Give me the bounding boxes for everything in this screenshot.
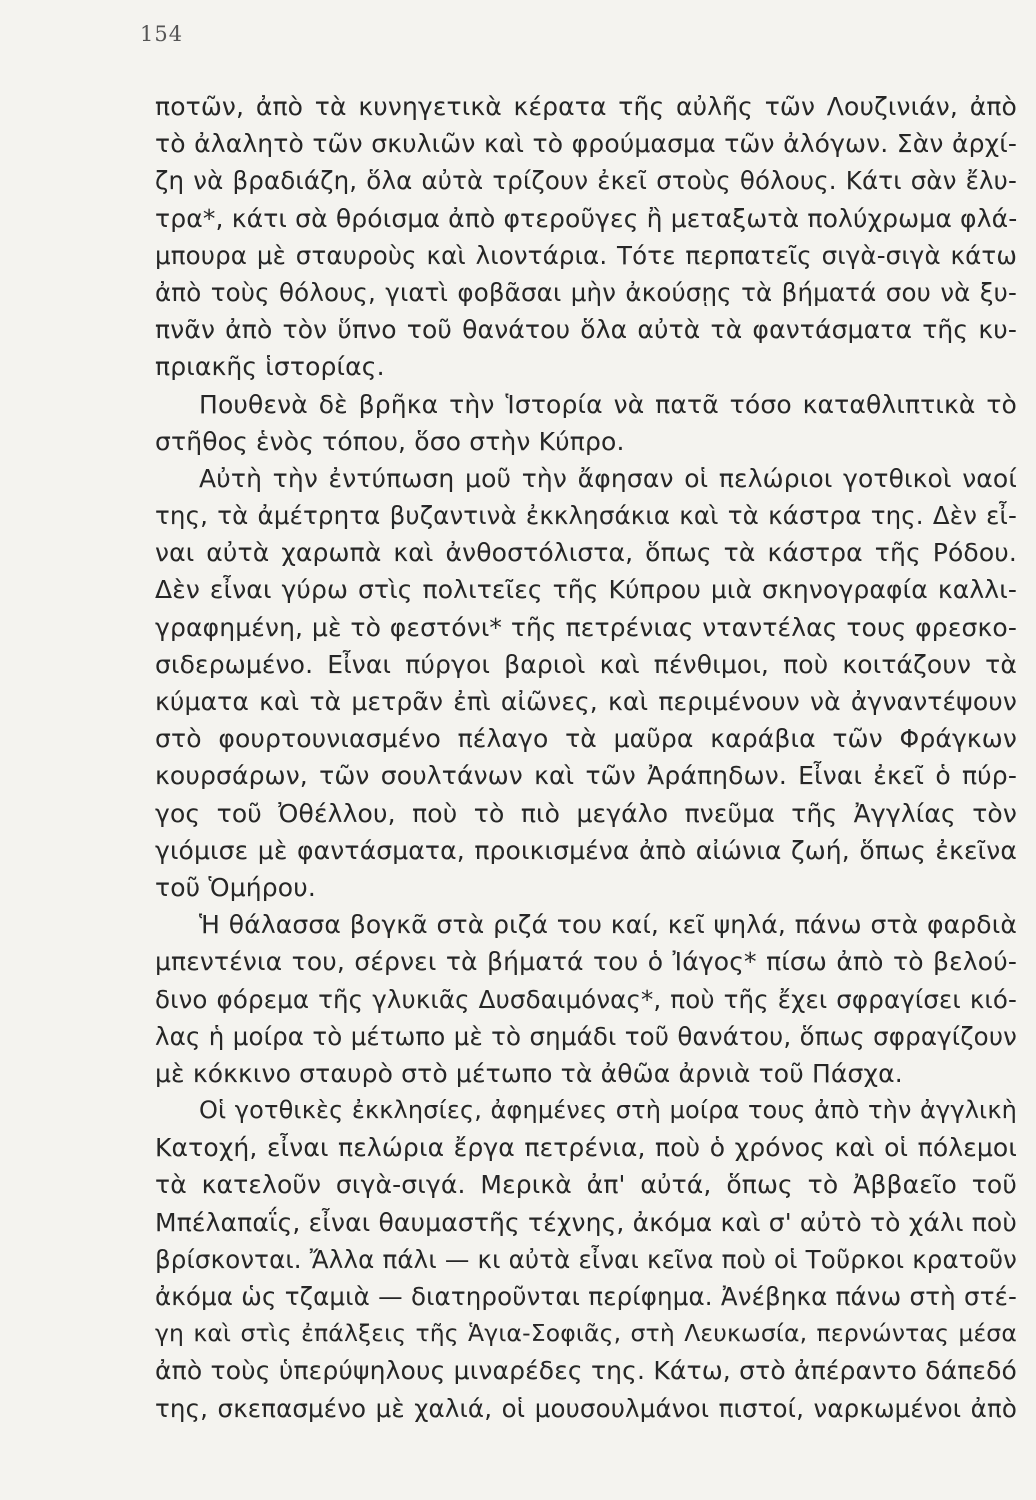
text-line: ποτῶν, ἀπὸ τὰ κυνηγετικὰ κέρατα τῆς αὐλῆς τῶν Λουζινιάν, ἀπὸ [155,92,1017,121]
text-line: μὲ κόκκινο σταυρὸ στὸ μέτωπο τὰ ἀθῶα ἀρνιὰ τοῦ Πάσχα. [155,1058,903,1088]
text-line: Οἱ γοτθικὲς ἐκκλησίες, ἀφημένες στὴ μοίρα τους ἀπὸ τὴν ἀγγλικὴ [199,1096,1017,1125]
text-line: μπουρα μὲ σταυροὺς καὶ λιοντάρια. Τότε περπατεῖς σιγὰ-σιγὰ κάτω [155,240,1017,270]
text-line: πριακῆς ἱστορίας. [155,352,385,382]
text-line: Ἡ θάλασσα βογκᾶ στὰ ριζά του καί, κεῖ ψηλά, πάνω στὰ φαρδιὰ [199,910,1017,940]
text-line: τρα*, κάτι σὰ θρόισμα ἀπὸ φτεροῦγες ἢ μεταξωτὰ πολύχρωμα φλά- [155,203,1018,233]
text-line: λας ἡ μοίρα τὸ μέτωπο μὲ τὸ σημάδι τοῦ θανάτου, ὅπως σφραγίζουν [155,1021,1017,1051]
text-line: ἀπὸ τοὺς ὑπερύψηλους μιναρέδες της. Κάτω, στὸ ἀπέραντο δάπεδό [155,1356,1017,1386]
text-line: Πουθενὰ δὲ βρῆκα τὴν Ἱστορία νὰ πατᾶ τόσο καταθλιπτικὰ τὸ [199,389,1017,419]
text-line: Αὐτὴ τὴν ἐντύπωση μοῦ τὴν ἄφησαν οἱ πελώριοι γοτθικοὶ ναοί [199,463,1017,493]
text-line: της, σκεπασμένο μὲ χαλιά, οἱ μουσουλμάνοι πιστοί, ναρκωμένοι ἀπὸ [155,1393,1017,1423]
text-line: γη καὶ στὶς ἐπάλξεις τῆς Ἁγια-Σοφιᾶς, στὴ Λευκωσία, περνώντας μέσα [155,1319,1017,1348]
text-line: στῆθος ἑνὸς τόπου, ὅσο στὴν Κύπρο. [155,426,625,456]
text-line: Κατοχή, εἶναι πελώρια ἔργα πετρένια, ποὺ ὁ χρόνος καὶ οἱ πόλεμοι [155,1133,1017,1163]
text-line: κουρσάρων, τῶν σουλτάνων καὶ τῶν Ἀράπηδων. Εἶναι ἐκεῖ ὁ πύρ- [155,761,1017,791]
text-line: στὸ φουρτουνιασμένο πέλαγο τὰ μαῦρα καράβια τῶν Φράγκων [155,724,1017,754]
text-line: δινο φόρεμα τῆς γλυκιᾶς Δυσδαιμόνας*, ποὺ τῆς ἔχει σφραγίσει κιό- [155,984,1017,1014]
text-line: ζη νὰ βραδιάζη, ὅλα αὐτὰ τρίζουν ἐκεῖ στοὺς θόλους. Κάτι σὰν ἔλυ- [155,166,1017,196]
text-line: βρίσκονται. Ἄλλα πάλι — κι αὐτὰ εἶναι κεῖνα ποὺ οἱ Τοῦρκοι κρατοῦν [155,1244,1017,1274]
text-line: Μπέλαπαΐς, εἶναι θαυμαστῆς τέχνης, ἀκόμα καὶ σ' αὐτὸ τὸ χάλι ποὺ [155,1207,1017,1237]
text-line: τὰ κατελοῦν σιγὰ-σιγά. Μερικὰ ἀπ' αὐτά, ὅπως τὸ Ἀββαεῖο τοῦ [155,1170,1017,1200]
text-line: πνᾶν ἀπὸ τὸν ὕπνο τοῦ θανάτου ὅλα αὐτὰ τὰ φαντάσματα τῆς κυ- [155,315,1017,345]
text-line: ἀκόμα ὡς τζαμιὰ — διατηροῦνται περίφημα. Ἀνέβηκα πάνω στὴ στέ- [155,1282,1017,1311]
text-line: της, τὰ ἀμέτρητα βυζαντινὰ ἐκκλησάκια καὶ τὰ κάστρα της. Δὲν εἶ- [155,501,1017,531]
page-number: 154 [140,22,184,46]
text-line: τὸ ἀλαλητὸ τῶν σκυλιῶν καὶ τὸ φρούμασμα τῶν ἀλόγων. Σὰν ἀρχί- [155,129,1017,159]
text-line: γραφημένη, μὲ τὸ φεστόνι* τῆς πετρένιας νταντέλας τους φρεσκο- [155,612,1017,642]
text-line: τοῦ Ὁμήρου. [155,872,316,902]
text-line: σιδερωμένο. Εἶναι πύργοι βαριοὶ καὶ πένθιμοι, ποὺ κοιτάζουν τὰ [155,649,1017,679]
text-line: γος τοῦ Ὀθέλλου, ποὺ τὸ πιὸ μεγάλο πνεῦμα τῆς Ἀγγλίας τὸν [155,798,1017,828]
text-line: μπεντένια του, σέρνει τὰ βήματά του ὁ Ἰάγος* πίσω ἀπὸ τὸ βελού- [155,947,1017,977]
text-line: κύματα καὶ τὰ μετρᾶν ἐπὶ αἰῶνες, καὶ περιμένουν νὰ ἀγναντέψουν [155,687,1017,716]
text-line: ναι αὐτὰ χαρωπὰ καὶ ἀνθοστόλιστα, ὅπως τὰ κάστρα τῆς Ρόδου. [155,538,1017,568]
text-line: ἀπὸ τοὺς θόλους, γιατὶ φοβᾶσαι μὴν ἀκούσῃς τὰ βήματά σου νὰ ξυ- [155,277,1017,307]
text-line: Δὲν εἶναι γύρω στὶς πολιτεῖες τῆς Κύπρου μιὰ σκηνογραφία καλλι- [155,575,1017,605]
text-body [155,88,1017,1427]
text-line: γιόμισε μὲ φαντάσματα, προικισμένα ἀπὸ αἰώνια ζωή, ὅπως ἐκεῖνα [155,835,1017,865]
